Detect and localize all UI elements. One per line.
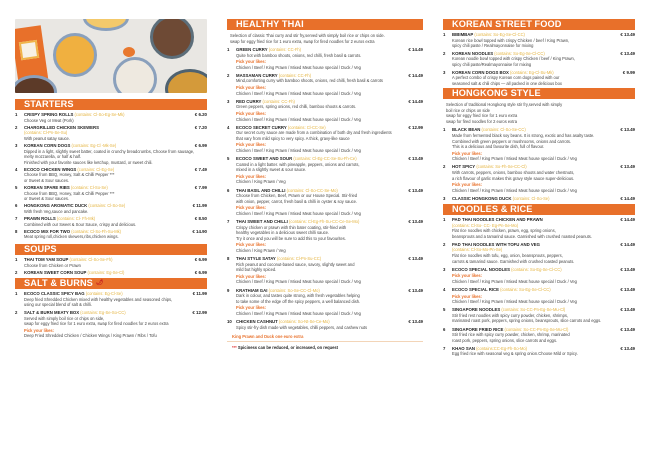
- menu-item: [443, 217, 635, 239]
- allergen-info: (contains: So-Se-CC-Cl-Mo): [268, 287, 320, 293]
- item-name: ECOCO SPECIAL RICE: [452, 287, 499, 292]
- allergen-info: (contains:CC-Eg-Fh-So-Mo): [476, 345, 528, 351]
- item-name: GREEN CURRY: [236, 47, 268, 52]
- protein-options: Deep Fried Shredded Chicken / Chicken Wings / King Prawn / Ribs / Tofu: [24, 333, 157, 339]
- pick-your-likes-label: Pick your likes:: [236, 142, 267, 148]
- item-price: € 9.99: [622, 69, 635, 75]
- item-number: 2: [227, 72, 230, 78]
- item-price: € 13.49: [408, 156, 423, 162]
- protein-options: Chicken / Beef / King Prawn / Mixed Meat house special / Duck / Veg: [452, 299, 577, 305]
- item-number: 8: [15, 228, 18, 234]
- protein-options: Chicken / Beef / King Prawn / Mixed Meat house special / Duck / Veg: [236, 148, 361, 153]
- item-price: € 14.49: [408, 98, 423, 104]
- item-description: A perfect combo of crispy Korean corn dogs paired with our: [452, 75, 560, 81]
- item-description: beansprouts and a tamarind sauce. Garnished with crushed roasted peanuts.: [452, 233, 592, 239]
- item-price: € 7.20: [194, 124, 207, 130]
- item-number: 2: [15, 124, 18, 130]
- item-name: HOT SPICY: [452, 164, 476, 170]
- allergen-info: (contains: Cl-CC-Se): [287, 124, 326, 130]
- intro-line: swap for fired noodles for 2 euros extra: [446, 118, 517, 124]
- item-name: ECOCO SWEET AND SOUR: [236, 156, 293, 162]
- item-description: Served with simply boil rice or chips on side,: [24, 315, 105, 321]
- item-price: € 13.49: [408, 319, 423, 325]
- item-description: a rich flavour of garlic makes this gravy style sauce super-delicious.: [452, 175, 575, 181]
- item-description: Made from fermented black soy beans. It is strong, exotic and has asalty taste.: [452, 132, 595, 138]
- allergen-info: (contains: Cl-So-Mo-Pn-Se): [452, 247, 503, 253]
- allergen-info: (contains: So-Eg-Se-Cl-CC): [511, 266, 562, 272]
- item-number: 1: [443, 127, 446, 133]
- menu-item: [15, 185, 207, 202]
- item-description: melty mozzarella, or half & half.: [24, 154, 82, 160]
- item-name: CHICKEN CASHNUT: [236, 319, 278, 325]
- protein-options: Chicken / Beef / King Prawn / Mixed Meat house special / Duck / Veg: [452, 187, 577, 193]
- item-number: 3: [443, 266, 446, 272]
- section-noodles-rice-header: NOODLES & RICE: [443, 204, 635, 215]
- item-name: KOREAN CORN DOGS BOX: [452, 69, 509, 75]
- item-price: € 12.99: [192, 310, 207, 316]
- menu-item: [15, 270, 207, 276]
- section-hongkong-style-header: HONGKONG STYLE: [443, 88, 635, 99]
- item-price: € 14.49: [408, 72, 423, 78]
- item-number: 1: [443, 32, 446, 37]
- menu-item: [443, 287, 635, 305]
- pick-your-likes-label: Pick your likes:: [236, 305, 267, 311]
- section-starters-header: STARTERS: [15, 99, 207, 110]
- corndog-plate: [113, 57, 157, 93]
- item-description: Combined with green peppers or mushrooms, onions and carrots.: [452, 138, 572, 144]
- item-description: marinated roast pork, peppers, spring onions, beansprouts, slice carrots and eggs.: [452, 318, 602, 324]
- menu-item: [15, 203, 207, 214]
- item-description: seasoned salt & chili chips — all packed in one delicious box: [452, 80, 562, 86]
- curry-plate: [83, 19, 129, 31]
- protein-options: Chicken / Beef / King Prawn / Mixed Meat house special / Duck / Veg: [236, 310, 361, 316]
- item-name: THAI BASIL AND CHILLI: [236, 187, 286, 193]
- item-number: 10: [227, 319, 232, 325]
- item-description: Deep fried Shredded Chicken mixed with healthy vegetables and seasoned chips,: [24, 296, 173, 302]
- column-right: [443, 19, 635, 360]
- pick-your-likes-label: Pick your likes:: [236, 242, 267, 248]
- note-extra-cost: King Prawn and Duck one euro extra: [232, 334, 304, 340]
- menu-item: [443, 127, 635, 162]
- item-number: 2: [443, 241, 446, 247]
- item-name: KOREAN CORN DOGS: [24, 142, 71, 148]
- item-number: 3: [15, 142, 18, 148]
- item-description: With fresh Veg,sauce and pancake.: [24, 209, 89, 214]
- pick-your-likes-label: Pick your likes:: [236, 59, 267, 65]
- item-description: Choose Veg or Meat (Pork): [24, 117, 74, 123]
- item-name: KHAO SAN: [452, 345, 475, 351]
- hongkong-intro: [443, 102, 635, 124]
- healthy-thai-list: [227, 47, 423, 330]
- item-name: CLASSIC HONGKONG DUCK: [452, 195, 512, 201]
- allergen-info: (contains: Eg-Se-So-CC): [80, 310, 126, 316]
- item-description: healthy vegetables in a delicious sweet chilli sauce.: [236, 230, 330, 236]
- note-spiciness: *** Spiciness can be reduced, or increased, on request: [232, 345, 339, 351]
- item-price: € 13.49: [408, 287, 423, 293]
- item-description: carrots & tamarind sauce. Garnished with crushed roasted peanuts.: [452, 258, 575, 264]
- allergen-info: (contains: So-CC-Pn-Eg-Se-Mu-Cl): [501, 307, 566, 313]
- pick-your-likes-label: Pick your likes:: [452, 293, 483, 299]
- menu-item: [443, 307, 635, 324]
- item-price: € 13.49: [620, 32, 635, 37]
- allergen-info: (contains: Cl-Eg-CC-Se-Su-Fh-Ce): [293, 156, 357, 162]
- menu-item: [15, 143, 207, 165]
- item-description: Choose from Chicken or Prawn: [24, 262, 81, 268]
- item-description: roast pork, peppers, spring onions, slice carrots and eggs.: [452, 337, 558, 343]
- item-description: Flat rice noodles with tofu, egg, onion, beansprouts, peppers,: [452, 253, 563, 259]
- item-description: Quite hot with bamboo shoots, onions, red chilli, fresh basil & carrots.: [236, 52, 362, 58]
- item-price: € 13.49: [408, 187, 423, 193]
- item-number: 8: [227, 256, 230, 262]
- item-price: € 6.20: [194, 112, 207, 117]
- item-price: € 12.99: [408, 124, 423, 130]
- item-name: SINGAPORE NOODLES: [452, 307, 501, 313]
- item-description: Coated in a light batter. with pineapple, peppers, onions and carrots,: [236, 161, 360, 167]
- item-number: 9: [227, 287, 230, 293]
- item-name: ECOCO SECRET CURRY: [236, 124, 287, 130]
- beef-bowl: [150, 19, 194, 59]
- allergen-info: (contains: Cl-So-Se-CC): [481, 127, 526, 133]
- intro-line: Selection of classic Thai curry and stir fry,served with simply boil rice or chips on side.: [230, 33, 385, 38]
- menu-item: [227, 125, 423, 154]
- item-description: Crispy chicken or prawn with thin bater coating, stir-fried with: [236, 224, 347, 230]
- item-name: BLACK BEAN: [452, 127, 481, 133]
- item-name: CRISPY SPRING ROLLS: [24, 112, 74, 117]
- column-left: [15, 99, 207, 341]
- menu-item: [443, 70, 635, 87]
- intro-line: swap for eggy fried rice for 1 euro extra, swap for fired noodles for 2 euros extra: [230, 38, 375, 44]
- menu-item: [227, 156, 423, 185]
- salt-burns-list: [15, 291, 207, 339]
- menu-item: [15, 310, 207, 339]
- allergen-info: (contains: CC-Fh): [268, 47, 302, 52]
- menu-item: [227, 256, 423, 285]
- column-middle: [227, 19, 423, 350]
- item-description: Korean rice bowl topped with crispy Chicken / beef / King Prawn,: [452, 37, 570, 43]
- section-korean-street-food-header: KOREAN STREET FOOD: [443, 19, 635, 30]
- item-name: KOREAN SWEET CORN SOUP: [24, 269, 87, 275]
- item-description: Combined with our Sweet & Sour Sauce, crispy and delicious.: [24, 221, 137, 227]
- item-description: Meat spring roll,chicken skewers,ribs,chicken wings.: [24, 234, 119, 240]
- allergen-info: (contains: Cl-Pn-Se-Su): [24, 130, 68, 136]
- noodle-bowl: [165, 69, 207, 93]
- allergen-info: (contains: Eg-Cl-Su-Mk): [509, 69, 554, 75]
- menu-item: [227, 288, 423, 317]
- item-description: swap for eggy fried rice for 1 euro extra, swap for fired noodles for 2 euros extra: [24, 321, 169, 327]
- menu-item: [443, 242, 635, 264]
- healthy-thai-intro: [227, 33, 423, 44]
- item-description: or Sweet & Sour sauces.: [24, 196, 70, 202]
- item-description: or Sweet & Sour sauces.: [24, 178, 70, 184]
- protein-options: Chicken / Beef / King Prawn / Mixed Meat house special / Duck / Veg: [236, 116, 361, 122]
- hongkong-style-list: [443, 127, 635, 201]
- item-number: 4: [227, 124, 230, 130]
- item-description: Choose from BBQ, Honey, Salt & Chilli Pepper ***: [24, 172, 115, 178]
- item-number: 3: [227, 98, 230, 104]
- item-price: € 11.99: [192, 203, 207, 209]
- item-number: 4: [443, 287, 446, 292]
- item-name: THAI TOM YAM SOUP: [24, 256, 69, 262]
- item-description: Try it once and you will be sure to add this to your favourites.: [236, 235, 346, 241]
- allergen-info: (contains: So-Eg-Se-Cl-CC): [474, 32, 525, 37]
- hero-food-photo: [15, 19, 207, 93]
- allergen-info: (contains: CC-Fh): [278, 72, 312, 78]
- allergen-info: (contains: So-Eg-Se-Cl-CC): [494, 50, 545, 56]
- protein-options: Chicken / Beef / King Prawn / Mixed Meat house special / Duck / Veg: [236, 279, 361, 285]
- item-number: 6: [227, 187, 230, 193]
- item-price: € 13.49: [620, 326, 635, 332]
- section-salt-burns-header: SALT & BURNS 🌶: [15, 278, 207, 289]
- allergen-info: (contains: Cl- Fh-Mk): [56, 216, 96, 222]
- protein-options: Chicken / Beef / King Prawn / Mixed Meat house special / Duck / Veg: [236, 64, 361, 70]
- item-number: 7: [15, 216, 18, 222]
- item-price: € 7.49: [194, 166, 207, 172]
- pick-your-likes-label: Pick your likes:: [452, 182, 483, 188]
- starters-list: [15, 112, 207, 240]
- item-name: KOREAN SPARE RIBS: [24, 185, 70, 191]
- item-number: 6: [443, 326, 446, 332]
- item-description: Korean noodle bowl topped with crispy Chicken / beef / King Prawn,: [452, 56, 575, 62]
- item-description: mild but highly spiced.: [236, 267, 277, 273]
- item-name: THAI SWEET AND CHILLI: [236, 219, 288, 225]
- menu-item: [15, 167, 207, 184]
- item-name: MASSAMAN CURRY: [236, 72, 278, 78]
- item-name: BIBIMBAP: [452, 32, 474, 37]
- item-description: spicy chili paste/Realmayonnaise for mixing: [452, 61, 532, 67]
- item-description: Egg fried rice with seasonal veg & spring onion.Choose Mild or Spicy.: [452, 351, 578, 357]
- menu-item: [443, 164, 635, 193]
- menu-item: [15, 257, 207, 268]
- item-name: ECOCO CLASSIC SPICY BAG: [24, 291, 85, 297]
- item-number: 2: [15, 269, 18, 275]
- pick-your-likes-label: Pick your likes:: [452, 273, 483, 279]
- item-price: € 14.49: [408, 47, 423, 52]
- item-price: € 6.99: [194, 256, 207, 262]
- allergen-info: (contains: So-Eg-Se-Cl-CC): [500, 287, 551, 292]
- item-description: spicy chili paste / Realmayonnaise for mixing: [452, 43, 534, 49]
- section-soups-header: SOUPS: [15, 244, 207, 255]
- allergen-info: (contains: CC-Fh): [262, 98, 295, 104]
- item-price: € 13.49: [620, 164, 635, 170]
- pick-your-likes-label: Pick your likes:: [236, 273, 267, 279]
- protein-options: Chicken / King Prawn / Veg: [236, 179, 286, 185]
- item-name: ECOCO CHICKEN WINGS: [24, 166, 77, 172]
- item-number: 5: [15, 185, 18, 191]
- item-price: € 14.49: [620, 216, 635, 222]
- item-description: Dipped in a light, slightly sweet batter, coated in crunchy breadcrumbs, Choose from sausage,: [24, 148, 195, 154]
- item-number: 6: [15, 203, 18, 209]
- allergen-info: (contains: Cl-So-Se): [70, 185, 108, 191]
- item-price: € 11.99: [192, 291, 207, 297]
- allergen-info: (contains: Cl-Eg-Fh-Su-CC-Ce-Se-Mo): [289, 219, 360, 225]
- item-description: Dark in colour, and tastes quite strong, with fresh vegetables helping: [236, 293, 360, 299]
- protein-options: Chicken / Beef / King Prawn / Mixed Meat house special / Duck / Veg: [236, 90, 361, 96]
- menu-item: [443, 267, 635, 285]
- noodles-rice-list: [443, 217, 635, 357]
- item-name: KRATHIAM GAI: [236, 287, 268, 293]
- ribs-plate: [15, 75, 57, 93]
- sweet-sour-plate: [53, 33, 97, 77]
- item-name: RED CURRY: [236, 98, 262, 104]
- item-number: 1: [443, 216, 446, 222]
- item-description: With carrots, peppers, onions, bamboo shoots and water chestnuts,: [452, 170, 575, 175]
- korean-street-food-list: [443, 32, 635, 86]
- menu-item: [227, 219, 423, 254]
- section-healthy-thai-header: HEALTHY THAI: [227, 19, 423, 30]
- item-price: € 13.49: [620, 307, 635, 313]
- item-price: € 13.49: [620, 50, 635, 56]
- item-name: KOREAN NOODLES: [452, 50, 494, 56]
- item-description: Stir fried rest noodles with spicy curry powder, chicken, shrimps,: [452, 312, 569, 318]
- item-description: mixed in a slightly sweet & sour sauce.: [236, 167, 307, 173]
- item-name: THAI STYLE SATAY: [236, 256, 276, 262]
- item-number: 1: [227, 47, 230, 52]
- divider: [227, 341, 423, 342]
- pick-your-likes-label: Pick your likes:: [236, 85, 267, 91]
- item-number: 7: [227, 219, 230, 225]
- pick-your-likes-label: Pick your likes:: [236, 110, 267, 116]
- item-name: ECOCO MIX FOR TWO: [24, 228, 71, 234]
- allergen-info: (contains: Cl-So- CC- Eg-Pn-Se-Mo): [452, 222, 519, 228]
- item-description: to take some of the edge off the spicy peppers, a well balanced dish.: [236, 298, 361, 304]
- item-number: 1: [15, 291, 18, 297]
- item-number: 5: [443, 307, 446, 313]
- item-price: € 6.99: [194, 142, 207, 148]
- item-description: This is a delicious and favourite dish, full of flavour.: [452, 144, 545, 150]
- item-description: with onion, pepper, carrot, fresh basil & chilli in oyster & soy sauce.: [236, 198, 358, 204]
- item-price: € 13.49: [620, 266, 635, 272]
- item-price: € 13.49: [620, 345, 635, 351]
- item-description: Mind,comforting curry with bamboo shoots, onions, red chilli, fresh basil & carrots: [236, 78, 383, 84]
- item-name: SINGAPORE FRIED RICE: [452, 326, 504, 332]
- item-name: ECOCO SPECIAL NOODLES: [452, 266, 510, 272]
- item-description: Choose from Chicken, Beef, Prawn or our House Special. Stir-fried: [236, 193, 358, 199]
- menu-item: [227, 47, 423, 70]
- item-number: 2: [15, 310, 18, 316]
- item-description: With peanut satay sauce.: [24, 135, 70, 141]
- pick-your-likes-label: Pick your likes:: [452, 150, 483, 156]
- menu-item: [443, 346, 635, 357]
- item-description: Rich peanut and coconut-based sauce, savory, slightly sweet and: [236, 261, 355, 267]
- carrot-slices: [123, 47, 135, 57]
- item-number: 1: [15, 256, 18, 262]
- chili-icon: 🌶: [95, 280, 104, 287]
- item-description: that vary from mild spicy to very spicy. A thick, gravy-like sauce: [236, 135, 350, 141]
- allergen-info: (contains: Cl-So-Se): [512, 195, 550, 201]
- pick-your-likes-label: Pick your likes:: [236, 205, 267, 211]
- menu-item: [15, 229, 207, 240]
- item-price: € 13.49: [620, 127, 635, 133]
- menu-item: [15, 112, 207, 123]
- allergen-info: (contains: Cl-Pn-Su-CC): [276, 256, 322, 262]
- item-price: € 14.49: [620, 241, 635, 247]
- item-number: 3: [443, 195, 446, 201]
- item-description: Spicy stir-fry dish made with vegetables, chilli peppers, and cashew nuts: [236, 324, 368, 330]
- item-description: Choose from BBQ, Honey, Salt & Chilli Pepper ***: [24, 190, 115, 196]
- soups-list: [15, 257, 207, 275]
- item-price: € 8.50: [194, 216, 207, 222]
- menu-item: [227, 99, 423, 122]
- allergen-info: (contains: Cl-So-Fh-Su-Mk): [71, 228, 122, 234]
- item-price: € 13.49: [408, 256, 423, 262]
- intro-line: Selection of traditional Hongkong style stir fry,served with simply: [446, 102, 563, 108]
- menu-item: [15, 291, 207, 308]
- protein-options: Chicken / King Prawn / Veg: [236, 248, 286, 253]
- allergen-info: (contains: Eg-Cl-Se): [85, 291, 123, 297]
- menu-item: [443, 196, 635, 202]
- menu-item: [443, 32, 635, 49]
- item-number: 3: [443, 69, 446, 75]
- menu-item: [15, 125, 207, 142]
- item-description: using our special blend of salt & chilli.: [24, 302, 93, 308]
- item-description: Stir fried rice with spicy curry powder, chicken, shrimp, marinated: [452, 332, 570, 338]
- item-description: Finished with your favorite sauces like ketchup, mustard, or sweet chili.: [24, 159, 153, 165]
- item-number: 2: [443, 50, 446, 56]
- menu-item: [227, 319, 423, 330]
- protein-options: Chicken / Beef / King Prawn / Mixed Meat house special / Duck / Veg: [452, 278, 577, 284]
- pick-your-likes-label: Pick your likes:: [236, 173, 267, 179]
- allergen-info: (contains: Eg-Cl -Mk-Se): [71, 142, 117, 148]
- item-number: 7: [443, 345, 446, 351]
- intro-line: swap for eggy fried rice for 1 euro extra: [446, 113, 518, 119]
- menu-item: [443, 327, 635, 344]
- menu-item: [443, 51, 635, 68]
- allergen-info: (contains: Eg-Se-Cl): [87, 269, 125, 275]
- item-price: € 6.99: [194, 269, 207, 275]
- item-description: Our secret curry sauce are made from a combination of both dry and fresh ingredients: [236, 130, 392, 136]
- pick-your-likes-label: Pick your likes:: [24, 327, 55, 333]
- item-number: 4: [15, 166, 18, 172]
- item-name: CHARGRILLED CHICKEN SKEWERS: [24, 124, 99, 130]
- menu-item: [227, 73, 423, 96]
- allergen-info: (contains: Cl-So-Se): [88, 203, 126, 209]
- protein-options: Chicken / Beef / King Prawn / Mixed Meat house special / Duck / Veg: [452, 156, 577, 162]
- allergen-info: (contains: Cl-Eg-Se): [77, 166, 115, 172]
- item-name: SALT & BURN MEATY BOX: [24, 310, 80, 316]
- item-name: HONGKONG AROMATIC DUCK: [24, 203, 88, 209]
- item-number: 1: [15, 112, 18, 117]
- item-name: PAD THAI NOODLES WITH TOFU AND VEG: [452, 241, 541, 247]
- menu-item: [227, 188, 423, 217]
- allergen-info: (contains: Cl-So-Se-Fh): [69, 256, 113, 262]
- item-price: € 7.99: [194, 185, 207, 191]
- menu-item: [15, 216, 207, 227]
- allergen-info: (contains: So-CC-Pn-Eg-Se-Mu-Cl): [504, 326, 569, 332]
- item-number: 5: [227, 156, 230, 162]
- protein-options: Chicken / Beef / King Prawn / Mixed Meat house special / Duck / Veg: [236, 210, 361, 216]
- intro-line: boil rice or chips on side: [446, 107, 490, 113]
- item-description: Green peppers, spring onions, red chilli, bamboo shoots & carrots.: [236, 104, 357, 110]
- allergen-info: (contains: Cl-So-CC-Se-Mo): [286, 187, 338, 193]
- item-price: € 14.49: [620, 195, 635, 201]
- item-price: € 14.90: [192, 228, 207, 234]
- item-name: PAD THAI NOODLES CHICKEN AND PRAWN: [452, 216, 543, 222]
- allergen-info: (contains: Cl-So-Eg-Se-Mk): [74, 112, 125, 117]
- item-number: 2: [443, 164, 446, 170]
- allergen-info: (contains: So-Fh-Se-CC-Cl): [476, 164, 527, 170]
- item-price: € 13.49: [620, 287, 635, 292]
- item-description: Flat rice noodles with chicken, prawn, egg, spring onions,: [452, 228, 556, 234]
- item-name: PRAWN ROLLS: [24, 216, 56, 222]
- allergen-info: (contains: So-Nt-Se-Ce-Mo): [278, 319, 330, 325]
- item-price: € 13.49: [408, 219, 423, 225]
